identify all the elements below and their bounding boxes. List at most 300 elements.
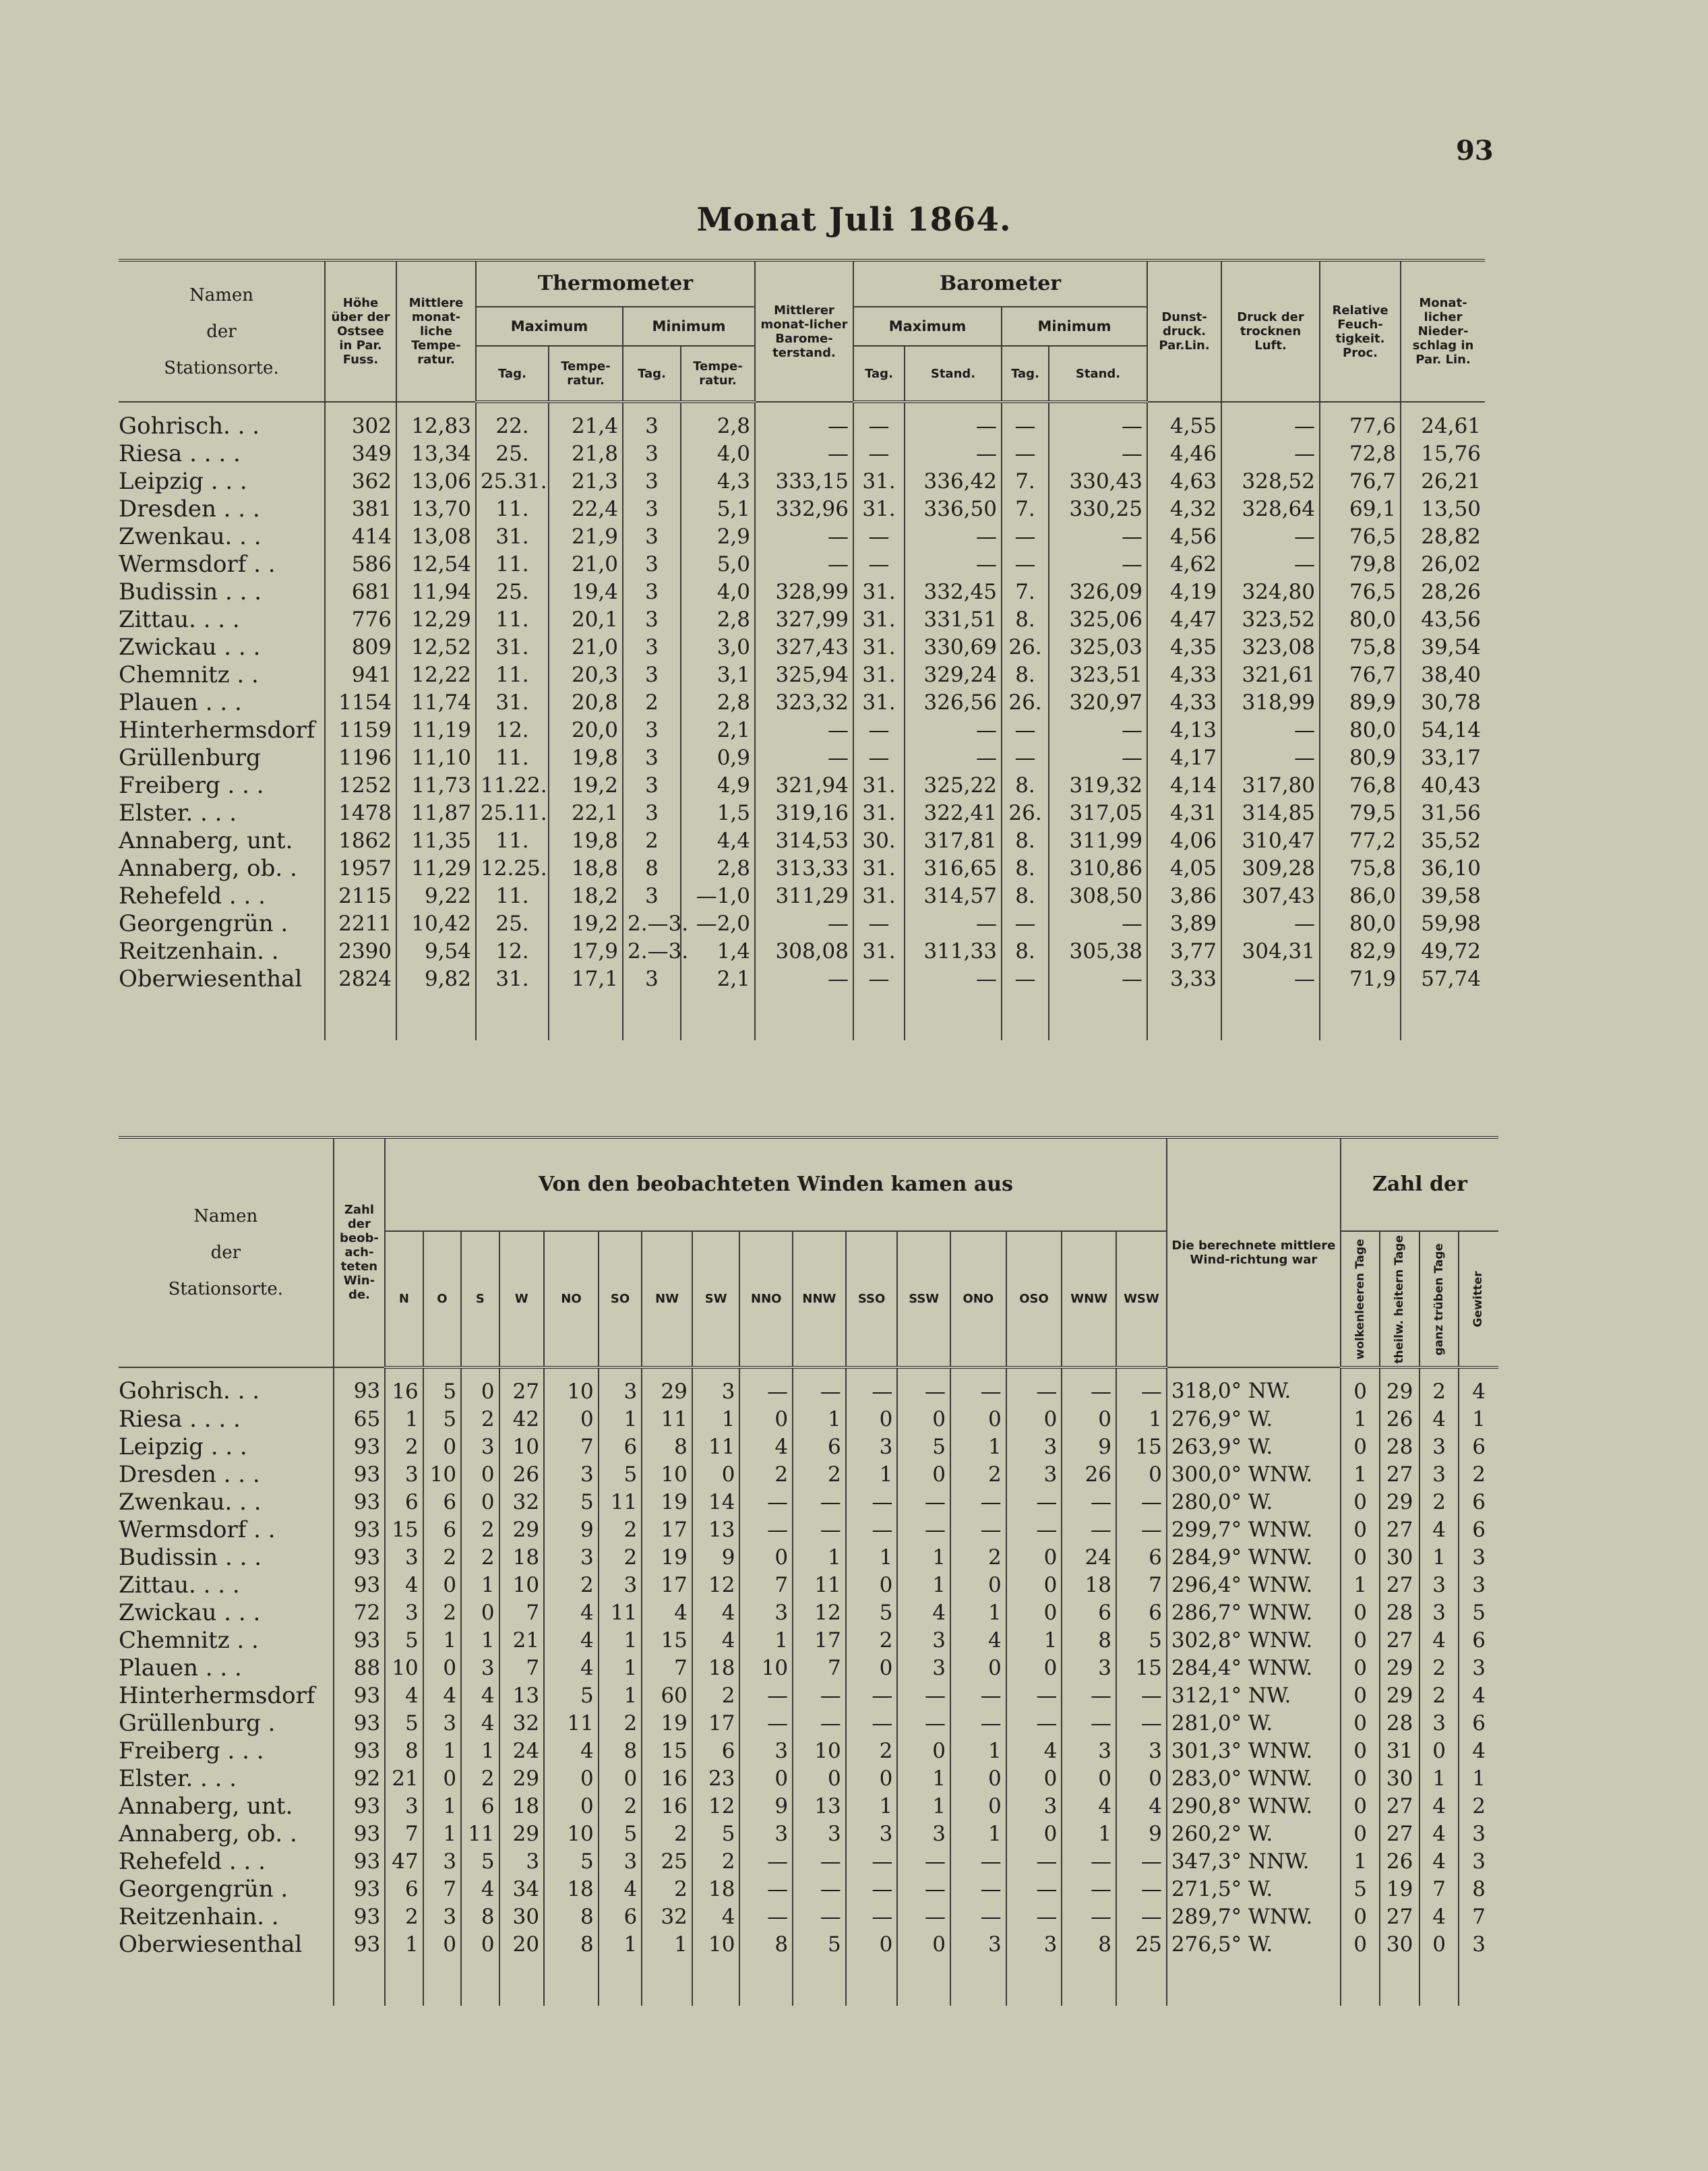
weather-cell: 3 [623,496,681,523]
wind-cell: 0 [461,1489,499,1516]
wind-cell: 3 [461,1655,499,1682]
wind-row [119,1516,1498,1544]
weather-cell: 35,52 [1401,827,1485,855]
weather-cell: 336,42 [905,468,1002,496]
wind-cell: 2 [950,1544,1006,1572]
weather-cell: 4,0 [681,440,755,468]
wind-cell: 4 [692,1627,740,1655]
wind-cell: 21 [385,1765,423,1793]
wind-cell: 9 [739,1793,793,1820]
wind-cell: 2 [599,1544,642,1572]
weather-cell: 39,54 [1401,634,1485,661]
wind-cell: — [793,1876,846,1903]
weather-cell: 4,0 [681,578,755,606]
weather-cell: 17,1 [549,965,623,993]
spacer-cell [623,993,681,1040]
spacer-cell [1062,1959,1116,2006]
weather-cell: 25. [476,578,549,606]
wind-cell: 27 [1380,1627,1419,1655]
wind-cell: 28 [1380,1710,1419,1737]
wind-cell: 0 [1341,1765,1380,1793]
weather-cell: 1154 [325,689,396,717]
weather-cell: 2,9 [681,523,755,551]
weather-row [119,440,1485,468]
weather-cell: 31. [853,496,905,523]
wind-cell: 2 [423,1599,461,1627]
wind-cell: 3 [1006,1931,1062,1959]
weather-cell: 3 [623,578,681,606]
weather-cell: 330,69 [905,634,1002,661]
weather-cell: 4,31 [1147,800,1221,827]
weather-cell: — [853,744,905,772]
wind-cell: 0 [599,1765,642,1793]
wind-cell: 3 [1006,1433,1062,1461]
thermometer-header: Thermometer [476,260,755,307]
wind-cell: 24 [1062,1544,1116,1572]
wind-cell: 0 [423,1931,461,1959]
wind-cell: — [1116,1903,1167,1931]
direction-header: NO [544,1231,599,1367]
wind-cell: 2 [544,1572,599,1599]
wind-cell: 0 [739,1765,793,1793]
wind-cell: — [1062,1903,1116,1931]
weather-cell: 19,8 [549,744,623,772]
weather-cell: — [853,402,905,440]
wind-cell: 93 [334,1931,386,1959]
spacer-cell [549,993,623,1040]
weather-cell: 31. [853,938,905,965]
weather-cell: 4,35 [1147,634,1221,661]
weather-cell: 305,38 [1049,938,1147,965]
spacer-cell [1116,1959,1167,2006]
weather-cell: 15,76 [1401,440,1485,468]
wind-cell: — [950,1710,1006,1737]
wind-cell: 8 [544,1903,599,1931]
baro-min-stand-header: Stand. [1049,346,1147,402]
spacer-cell [599,1959,642,2006]
wind-cell: 7 [1420,1876,1459,1903]
wind-cell: 93 [334,1489,386,1516]
spacer-cell [793,1959,846,2006]
wind-cell: 18 [499,1793,545,1820]
wind-cell: 0 [950,1765,1006,1793]
wind-cell: 0 [1006,1765,1062,1793]
station-name: Riesa . . . . [119,1406,334,1433]
wind-cell: 12 [692,1572,740,1599]
wind-cell: 1 [793,1544,846,1572]
weather-cell: 11,35 [396,827,476,855]
weather-cell: 31. [853,883,905,910]
weather-cell: 18,2 [549,883,623,910]
weather-cell: 39,58 [1401,883,1485,910]
wind-cell: 8 [461,1903,499,1931]
wind-row [119,1489,1498,1516]
weather-cell: 21,3 [549,468,623,496]
weather-cell: 4,19 [1147,578,1221,606]
weather-cell: 80,9 [1320,744,1401,772]
wind-cell: 13 [499,1682,545,1710]
wind-cell: 3 [423,1848,461,1876]
weather-cell: 809 [325,634,396,661]
wind-cell: 1 [1420,1765,1459,1793]
station-name: Zittau. . . . [119,1572,334,1599]
wind-row [119,1848,1498,1876]
weather-cell: 326,09 [1049,578,1147,606]
wind-cell: 3 [423,1710,461,1737]
spacer-cell [1006,1959,1062,2006]
weather-cell: 316,65 [905,855,1002,883]
spacer-cell [1167,1959,1341,2006]
wind-cell: 3 [1420,1433,1459,1461]
wind-cell: 0 [423,1655,461,1682]
spacer-cell [1221,993,1320,1040]
weather-cell: 18,8 [549,855,623,883]
wind-cell: 5 [846,1599,898,1627]
weather-cell: 323,08 [1221,634,1320,661]
wind-row [119,1572,1498,1599]
wind-cell: — [897,1516,950,1544]
wind-cell: 8 [544,1931,599,1959]
wind-cell: — [739,1367,793,1406]
direction-header: NNW [793,1231,846,1367]
weather-cell: 22,1 [549,800,623,827]
weather-cell: — [905,523,1002,551]
weather-cell: 20,8 [549,689,623,717]
weather-cell: 3,89 [1147,910,1221,938]
station-name: Plauen . . . [119,1655,334,1682]
spacer-cell [905,993,1002,1040]
wind-cell: 7 [642,1655,692,1682]
wind-cell: 6 [1459,1516,1498,1544]
weather-cell: 21,0 [549,551,623,578]
weather-row [119,800,1485,827]
wind-cell: 2 [1459,1461,1498,1489]
wind-cell: 93 [334,1367,386,1406]
weather-cell: — [853,551,905,578]
wind-cell: 10 [544,1820,599,1848]
wind-cell: 2 [423,1544,461,1572]
spacer-cell [544,1959,599,2006]
weather-cell: 10,42 [396,910,476,938]
weather-cell: 4,55 [1147,402,1221,440]
wind-cell: 4 [1459,1682,1498,1710]
wind-cell: — [793,1367,846,1406]
wind-cell: 3 [1459,1820,1498,1848]
wind-cell: — [1116,1710,1167,1737]
wind-cell: — [739,1848,793,1876]
weather-cell: 3,1 [681,661,755,689]
wind-cell: 4 [1420,1793,1459,1820]
spacer-cell [476,993,549,1040]
wind-cell: 4 [1420,1627,1459,1655]
wind-cell: 301,3° WNW. [1167,1737,1341,1765]
weather-cell: 13,06 [396,468,476,496]
weather-cell: — [1002,402,1049,440]
wind-cell: 19 [642,1710,692,1737]
station-name: Dresden . . . [119,496,325,523]
wind-cell: — [793,1848,846,1876]
wind-cell: 15 [1116,1433,1167,1461]
weather-cell: 12,29 [396,606,476,634]
weather-cell: 321,94 [755,772,853,800]
wind-cell: — [739,1516,793,1544]
wind-cell: 0 [544,1765,599,1793]
weather-cell: 3 [623,800,681,827]
wind-cell: 2 [461,1406,499,1433]
spacer-cell [1049,993,1147,1040]
wind-cell: 30 [1380,1931,1419,1959]
wind-cell: 4 [1420,1903,1459,1931]
weather-cell: 11,74 [396,689,476,717]
wind-cell: — [950,1489,1006,1516]
wind-cell: 318,0° NW. [1167,1367,1341,1406]
wind-cell: 10 [642,1461,692,1489]
wind-cell: 5 [385,1627,423,1655]
precip-header: Monat-licher Nieder-schlag in Par. Lin. [1401,260,1485,402]
wind-cell: 4 [544,1599,599,1627]
baro-max-day-header: Tag. [853,346,905,402]
weather-cell: 321,61 [1221,661,1320,689]
wind-cell: 3 [846,1433,898,1461]
weather-cell: 332,45 [905,578,1002,606]
wind-cell: 93 [334,1461,386,1489]
weather-cell: 323,51 [1049,661,1147,689]
wind-cell: 93 [334,1876,386,1903]
wind-cell: 284,9° WNW. [1167,1544,1341,1572]
wind-cell: 5 [1341,1876,1380,1903]
wind-cell: 2 [461,1544,499,1572]
wind-row [119,1627,1498,1655]
weather-cell: 57,74 [1401,965,1485,993]
weather-cell: 311,29 [755,883,853,910]
spacer-cell [385,1959,423,2006]
wind-cell: 1 [950,1737,1006,1765]
weather-cell: 71,9 [1320,965,1401,993]
wind-cell: — [793,1903,846,1931]
weather-cell: 11,73 [396,772,476,800]
wind-cell: 281,0° W. [1167,1710,1341,1737]
spacer-cell [1401,993,1485,1040]
weather-cell: 24,61 [1401,402,1485,440]
wind-cell: 1 [461,1627,499,1655]
weather-cell: 3,0 [681,634,755,661]
weather-cell: 332,96 [755,496,853,523]
page-number: 93 [1456,135,1494,167]
weather-cell: — [1049,910,1147,938]
mean-direction-header: Die berechnete mittlere Wind-richtung war [1167,1137,1341,1367]
weather-cell: 28,82 [1401,523,1485,551]
wind-cell: 1 [599,1406,642,1433]
wind-cell: 6 [461,1793,499,1820]
wind-cell: 5 [385,1710,423,1737]
wind-row [119,1367,1498,1406]
wind-cell: — [846,1848,898,1876]
weather-cell: 76,7 [1320,661,1401,689]
weather-cell: 2 [623,689,681,717]
wind-cell: 4 [1459,1737,1498,1765]
wind-cell: — [897,1682,950,1710]
weather-cell: 310,86 [1049,855,1147,883]
wind-cell: 29 [499,1765,545,1793]
wind-cell: — [1006,1710,1062,1737]
weather-cell: — [1221,523,1320,551]
wind-cell: 93 [334,1793,386,1820]
station-name: Leipzig . . . [119,1433,334,1461]
weather-cell: 76,8 [1320,772,1401,800]
weather-cell: 3 [623,883,681,910]
wind-cell: 1 [1341,1848,1380,1876]
station-name: Annaberg, unt. [119,1793,334,1820]
wind-cell: 16 [385,1367,423,1406]
wind-cell: — [1062,1489,1116,1516]
wind-cell: 4 [544,1737,599,1765]
weather-cell: 26. [1002,689,1049,717]
wind-cell: 0 [423,1433,461,1461]
weather-cell: 12,54 [396,551,476,578]
weather-cell: 11. [476,661,549,689]
wind-cell: 3 [846,1820,898,1848]
wind-cell: 0 [544,1793,599,1820]
wind-cell: — [897,1489,950,1516]
wind-cell: 30 [499,1903,545,1931]
wind-cell: 18 [692,1655,740,1682]
wind-row [119,1655,1498,1682]
wind-cell: 8 [1062,1931,1116,1959]
wind-cell: 3 [1116,1737,1167,1765]
weather-cell: 304,31 [1221,938,1320,965]
wind-cell: 14 [692,1489,740,1516]
weather-cell: 80,0 [1320,910,1401,938]
wind-cell: 60 [642,1682,692,1710]
weather-cell: 12,22 [396,661,476,689]
weather-cell: 21,8 [549,440,623,468]
weather-cell: 4,47 [1147,606,1221,634]
spacer-cell [1459,1959,1498,2006]
wind-cell: 47 [385,1848,423,1876]
wind-cell: 0 [1062,1406,1116,1433]
wind-cell: 93 [334,1627,386,1655]
wind-cell: 3 [499,1848,545,1876]
wind-cell: 93 [334,1682,386,1710]
wind-cell: 11 [642,1406,692,1433]
wind-cell: 0 [461,1931,499,1959]
wind-cell: 93 [334,1710,386,1737]
wind-cell: 32 [499,1710,545,1737]
wind-cell: 1 [423,1793,461,1820]
wind-cell: 7 [739,1572,793,1599]
station-name: Annaberg, ob. . [119,855,325,883]
wind-cell: 9 [692,1544,740,1572]
height-header: Höhe über der Ostsee in Par. Fuss. [325,260,396,402]
weather-cell: — [1049,402,1147,440]
wind-cell: 16 [642,1765,692,1793]
weather-cell: 322,41 [905,800,1002,827]
spacer-cell [846,1959,898,2006]
wind-cell: 18 [499,1544,545,1572]
direction-header: SSW [897,1231,950,1367]
wind-cell: 8 [385,1737,423,1765]
weather-cell: 59,98 [1401,910,1485,938]
wind-cell: — [897,1710,950,1737]
wind-cell: — [846,1876,898,1903]
wind-cell: 27 [1380,1572,1419,1599]
wind-cell: 23 [692,1765,740,1793]
weather-cell: — [1221,965,1320,993]
wind-cell: 15 [1116,1655,1167,1682]
weather-cell: 2,8 [681,689,755,717]
wind-cell: 0 [846,1572,898,1599]
wind-cell: 299,7° WNW. [1167,1516,1341,1544]
weather-cell: 80,0 [1320,717,1401,744]
weather-cell: — [755,965,853,993]
wind-cell: 5 [544,1848,599,1876]
direction-header: NW [642,1231,692,1367]
wind-cell: 7 [499,1655,545,1682]
wind-cell: 0 [950,1406,1006,1433]
wind-cell: 4 [461,1682,499,1710]
wind-cell: 11 [793,1572,846,1599]
station-name: Wermsdorf . . [119,1516,334,1544]
weather-cell: 22,4 [549,496,623,523]
days-column-header: Gewitter [1459,1231,1498,1367]
weather-cell: 77,6 [1320,402,1401,440]
wind-cell: 6 [1116,1599,1167,1627]
station-name: Rehefeld . . . [119,883,325,910]
wind-cell: 3 [739,1737,793,1765]
weather-cell: 681 [325,578,396,606]
weather-cell: 31,56 [1401,800,1485,827]
spacer-cell [1320,993,1401,1040]
wind-row [119,1406,1498,1433]
baro-max-stand-header: Stand. [905,346,1002,402]
wind-cell: 0 [950,1793,1006,1820]
weather-cell: 19,2 [549,772,623,800]
wind-cell: 6 [599,1903,642,1931]
wind-cell: 1 [897,1793,950,1820]
weather-cell: 79,5 [1320,800,1401,827]
wind-cell: 17 [642,1516,692,1544]
wind-cell: 1 [642,1931,692,1959]
mean-temp-header: Mittlere monat-liche Tempe-ratur. [396,260,476,402]
weather-cell: 4,63 [1147,468,1221,496]
weather-cell: 328,52 [1221,468,1320,496]
wind-cell: 10 [739,1655,793,1682]
weather-cell: 22. [476,402,549,440]
wind-cell: 3 [599,1367,642,1406]
weather-cell: 311,33 [905,938,1002,965]
weather-cell: 11,10 [396,744,476,772]
wind-cell: — [950,1516,1006,1544]
spacer-cell [334,1959,386,2006]
wind-cell: — [846,1710,898,1737]
wind-cell: 260,2° W. [1167,1820,1341,1848]
weather-cell: — [853,965,905,993]
wind-cell: 4 [461,1710,499,1737]
wind-cell: 12 [793,1599,846,1627]
weather-cell: 1957 [325,855,396,883]
days-column-header: ganz trüben Tage [1420,1231,1459,1367]
weather-cell: — [905,965,1002,993]
weather-cell: 3 [623,402,681,440]
wind-row [119,1682,1498,1710]
weather-cell: 2390 [325,938,396,965]
weather-cell: 4,32 [1147,496,1221,523]
weather-cell: — [1049,551,1147,578]
weather-cell: 12. [476,938,549,965]
wind-cell: 10 [385,1655,423,1682]
weather-cell: 9,54 [396,938,476,965]
station-name: Zwenkau. . . [119,523,325,551]
